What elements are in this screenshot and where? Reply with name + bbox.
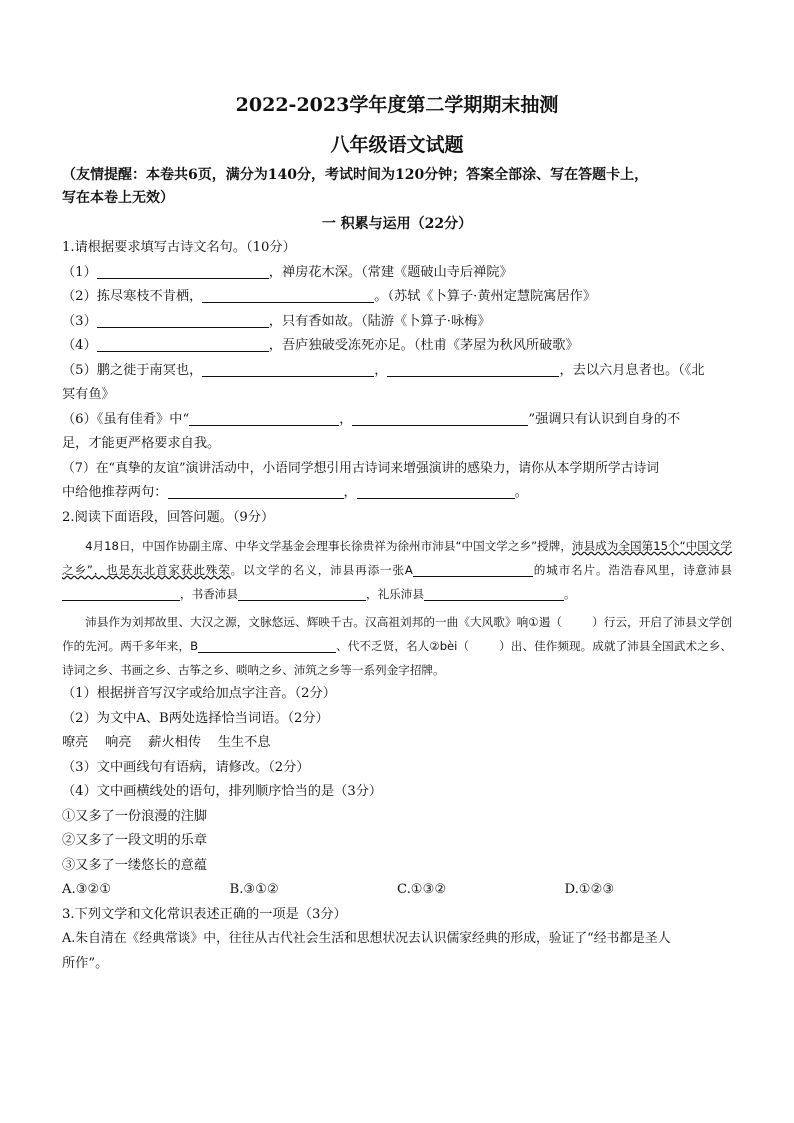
word-options: 嘹亮 响亮 薪火相传 生生不息 — [62, 735, 271, 750]
sentence-option-3: ③又多了一缕悠长的意蕴 — [62, 857, 208, 873]
wavy-underlined-sentence: 沛县成为全国第15个“中国文学之乡”，也是东北首家获此殊荣 — [62, 539, 732, 577]
question-1-stem: 1.请根据要求填写古诗文名句。（10分） — [62, 240, 296, 255]
question-1-item-6: （6）《虽有佳肴》中“ ， ”强调只有认识到自身的不 — [62, 408, 732, 433]
passage-paragraph-2: 沛县作为刘邦故里、大汉之源，文脉悠远、辉映千古。汉高祖刘邦的一曲《大风歌》响①遏（ ）行云，开启了沛县文学创作的先河。两千多年来，B 、代不乏贤，名人②bèi（ ）出、佳作频现。成就了沛县全国武术之乡、诗词之乡、书画之乡、古筝之乡、唢呐之乡、沛筑之乡等一系列金字招牌。 — [62, 615, 732, 677]
passage-paragraph-1: 4月18日，中国作协副主席、中华文学基金会理事长徐贵祥为徐州市沛县“中国文学之乡”授牌，沛县成为全国第15个“中国文学之乡”，也是东北首家获此殊荣。以文学的名义，沛县再添一张A 的城市名片。浩浩春风里，诗意沛县，书香沛县 ，礼乐沛县 。 — [62, 539, 732, 601]
answer-blank[interactable] — [352, 409, 528, 426]
question-3-stem: 3.下列文学和文化常识表述正确的一项是（3分） — [62, 906, 347, 922]
question-2-sub-3: （3）文中画线句有语病，请修改。（2分） — [62, 759, 310, 775]
answer-blank[interactable] — [97, 262, 269, 279]
exam-notice-line1: （友情提醒：本卷共6页，满分为140分，考试时间为120分钟；答案全部涂、写在答题卡上， — [62, 167, 649, 183]
question-1-item-5: （5）鹏之徙于南冥也， ， ，去以六月息者也。（《北 — [62, 359, 732, 384]
question-2-stem: 2.阅读下面语段，回答问题。（9分） — [62, 509, 275, 525]
blank-a[interactable] — [413, 560, 533, 577]
question-1-item-4: （4） ，吾庐独破受冻死亦足。（杜甫《茅屋为秋风所破歌》 — [62, 334, 732, 359]
question-2-sub-2: （2）为文中A、B两处选择恰当词语。（2分） — [62, 710, 329, 726]
answer-blank[interactable] — [189, 409, 339, 426]
exam-subtitle: 八年级语文试题 — [330, 134, 464, 156]
exam-notice-line2: 写在本卷上无效） — [62, 190, 174, 206]
answer-blank[interactable] — [202, 360, 374, 377]
answer-blank[interactable] — [97, 311, 269, 328]
blank-b[interactable] — [198, 636, 336, 653]
answer-blank[interactable] — [97, 335, 269, 352]
question-1-item-2: （2）拣尽寒枝不肯栖， 。（苏轼《卜算子·黄州定慧院寓居作》 — [62, 285, 732, 310]
blank-line[interactable] — [238, 584, 366, 601]
choice-a[interactable]: A.③②① — [62, 882, 112, 897]
question-1-item-1: （1） ，禅房花木深。（常建《题破山寺后禅院》 — [62, 261, 732, 286]
question-1-item-6-cont: 足，才能更严格要求自我。 — [62, 436, 221, 451]
choice-d[interactable]: D.①②③ — [564, 882, 615, 897]
answer-blank[interactable] — [202, 286, 374, 303]
question-3-option-a-cont: 所作”。 — [62, 955, 109, 971]
question-3-option-a[interactable]: A.朱自清在《经典常谈》中，往往从古代社会生活和思想状况去认识儒家经典的形成，验证了“经书都是圣人 — [62, 931, 671, 946]
section-title: 一 积累与运用（22分） — [321, 216, 473, 232]
question-1-item-3: （3） ，只有香如故。（陆游《卜算子·咏梅》 — [62, 310, 732, 335]
blank-line[interactable] — [62, 584, 180, 601]
sentence-option-2: ②又多了一段文明的乐章 — [62, 833, 208, 848]
answer-blank[interactable] — [387, 360, 559, 377]
question-1-item-5-cont: 冥有鱼》 — [62, 387, 115, 402]
choice-b[interactable]: B.③①② — [229, 882, 279, 897]
question-1-item-7: （7）在“真挚的友谊”演讲活动中，小语同学想引用古诗词来增强演讲的感染力，请你从本学期所学古诗词 — [62, 460, 660, 476]
answer-blank[interactable] — [168, 482, 344, 499]
question-2-sub-4: （4）文中画横线处的语句，排列顺序恰当的是（3分） — [62, 784, 383, 799]
question-2-sub-1: （1）根据拼音写汉字或给加点字注音。（2分） — [62, 686, 336, 701]
choice-row — [62, 878, 732, 903]
answer-blank[interactable] — [357, 482, 515, 499]
exam-title: 2022-2023学年度第二学期期末抽测 — [235, 94, 559, 116]
choice-c[interactable]: C.①③② — [397, 882, 447, 897]
sentence-option-1: ①又多了一份浪漫的注脚 — [62, 808, 208, 824]
question-1-item-7-cont: 中给他推荐两句： ， 。 — [62, 481, 732, 506]
blank-line[interactable] — [424, 584, 564, 601]
exam-page — [62, 92, 732, 976]
